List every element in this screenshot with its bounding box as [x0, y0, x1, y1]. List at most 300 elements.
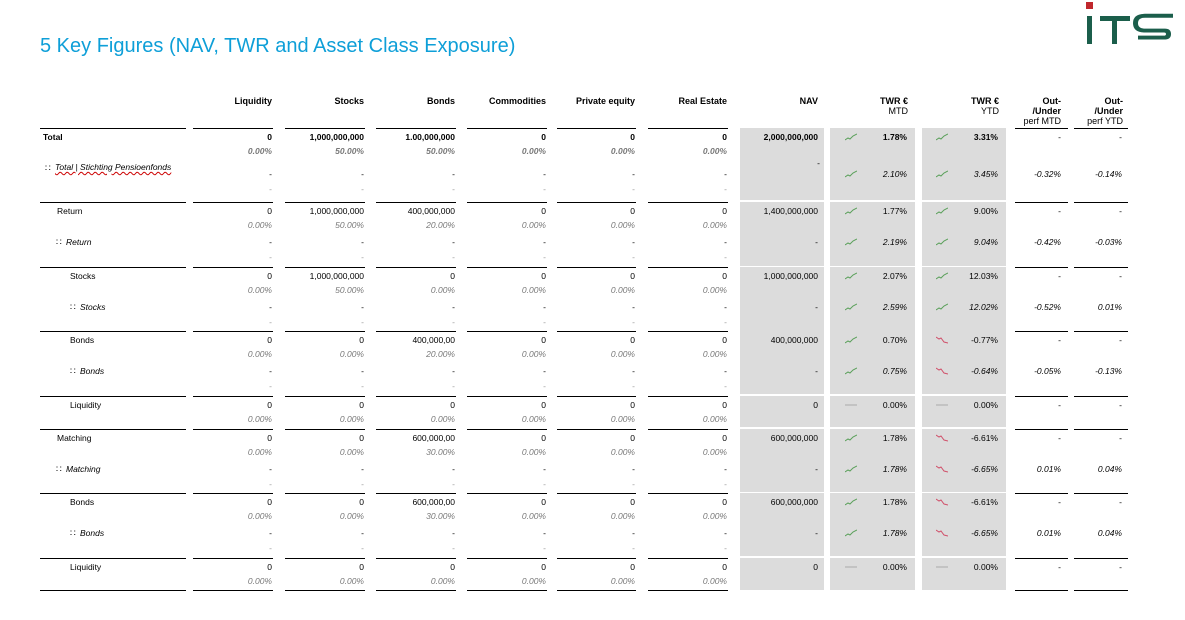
row-divider — [376, 558, 456, 559]
outperf-mtd-cell: - — [1058, 206, 1061, 216]
percentage-cell: - — [543, 184, 546, 194]
percentage-cell: 50.00% — [335, 285, 364, 295]
value-cell: - — [724, 169, 727, 179]
outperf-ytd-cell: - — [1119, 562, 1122, 572]
value-cell: - — [361, 237, 364, 247]
outperf-ytd-cell: - — [1119, 433, 1122, 443]
percentage-cell: 0.00% — [247, 447, 272, 457]
value-cell: 0 — [359, 400, 364, 410]
twr-ytd-cell: 3.45% — [973, 169, 998, 179]
page-title: 5 Key Figures (NAV, TWR and Asset Class Exposure) — [40, 35, 516, 57]
nav-cell: 400,000,000 — [770, 335, 818, 345]
percentage-cell: - — [543, 317, 546, 327]
row-divider — [557, 128, 636, 129]
twr-mtd-cell: 2.07% — [882, 271, 907, 281]
column-header-private-equity: Private equity — [575, 96, 635, 106]
twr-mtd-cell: 1.77% — [882, 206, 907, 216]
row-divider — [467, 396, 547, 397]
sparkline-up-icon — [936, 133, 948, 141]
value-cell: 0 — [267, 497, 272, 507]
expand-handle-icon[interactable]: ∷ — [70, 302, 76, 312]
row-divider — [285, 202, 365, 203]
value-cell: 0 — [722, 132, 727, 142]
row-divider — [557, 331, 636, 332]
percentage-cell: - — [452, 543, 455, 553]
value-cell: - — [543, 302, 546, 312]
row-label: Matching — [57, 433, 92, 443]
value-cell: - — [632, 366, 635, 376]
twr-ytd-cell: 12.03% — [969, 271, 998, 281]
sparkline-up-icon — [936, 238, 948, 246]
value-cell: 0 — [541, 562, 546, 572]
percentage-cell: - — [361, 381, 364, 391]
row-divider — [193, 558, 273, 559]
percentage-cell: 0.00% — [247, 349, 272, 359]
twr-ytd-cell: 3.31% — [973, 132, 998, 142]
percentage-cell: - — [632, 381, 635, 391]
row-divider — [285, 128, 365, 129]
row-divider — [193, 396, 273, 397]
row-divider — [376, 202, 456, 203]
percentage-cell: - — [632, 184, 635, 194]
sparkline-flat-icon — [845, 401, 857, 409]
row-divider — [40, 396, 186, 397]
value-cell: - — [632, 464, 635, 474]
row-divider — [648, 331, 728, 332]
row-divider — [648, 429, 728, 430]
column-header-out-mtd-line3: perf MTD — [1023, 116, 1061, 126]
sparkline-down-icon — [936, 465, 948, 473]
sparkline-up-icon — [845, 434, 857, 442]
value-cell: - — [724, 302, 727, 312]
outperf-mtd-cell: -0.42% — [1034, 237, 1061, 247]
value-cell: 0 — [630, 400, 635, 410]
sparkline-up-icon — [936, 207, 948, 215]
row-divider — [648, 202, 728, 203]
row-divider — [467, 590, 547, 591]
percentage-cell: 0.00% — [339, 349, 364, 359]
percentage-cell: 0.00% — [247, 414, 272, 424]
its-logo — [1083, 1, 1177, 47]
row-divider — [557, 493, 636, 494]
value-cell: - — [361, 169, 364, 179]
percentage-cell: 0.00% — [430, 285, 455, 295]
percentage-cell: - — [361, 479, 364, 489]
sparkline-down-icon — [936, 498, 948, 506]
percentage-cell: 0.00% — [339, 447, 364, 457]
percentage-cell: - — [632, 479, 635, 489]
row-label: Liquidity — [70, 400, 102, 410]
row-divider — [467, 267, 547, 268]
value-cell: - — [452, 528, 455, 538]
value-cell: 0 — [267, 562, 272, 572]
row-divider — [40, 590, 186, 591]
sparkline-down-icon — [936, 336, 948, 344]
value-cell: 0 — [541, 497, 546, 507]
value-cell: - — [632, 169, 635, 179]
value-cell: 400,000,000 — [407, 206, 455, 216]
sparkline-up-icon — [845, 272, 857, 280]
row-divider — [1074, 558, 1128, 559]
expand-handle-icon[interactable]: ∷ — [70, 528, 76, 538]
column-header-bonds: Bonds — [427, 96, 455, 106]
row-divider — [1074, 590, 1128, 591]
outperf-mtd-cell: 0.01% — [1036, 528, 1061, 538]
nav-cell: 1,000,000,000 — [763, 271, 818, 281]
value-cell: 0 — [359, 562, 364, 572]
twr-ytd-cell: 0.00% — [973, 562, 998, 572]
nav-cell: 600,000,000 — [770, 433, 818, 443]
percentage-cell: - — [632, 543, 635, 553]
twr-mtd-cell: 0.00% — [882, 562, 907, 572]
outperf-mtd-cell: - — [1058, 335, 1061, 345]
outperf-ytd-cell: 0.04% — [1097, 528, 1122, 538]
outperf-mtd-cell: - — [1058, 132, 1061, 142]
row-divider — [285, 429, 365, 430]
percentage-cell: 0.00% — [247, 576, 272, 586]
value-cell: 0 — [722, 271, 727, 281]
value-cell: 0 — [630, 206, 635, 216]
column-header-commodities: Commodities — [488, 96, 546, 106]
twr-mtd-cell: 0.70% — [882, 335, 907, 345]
value-cell: - — [269, 237, 272, 247]
row-divider — [40, 267, 186, 268]
percentage-cell: 0.00% — [521, 220, 546, 230]
row-divider — [1015, 396, 1068, 397]
expand-handle-icon[interactable]: ∷ — [70, 366, 76, 376]
row-divider — [376, 331, 456, 332]
row-divider — [285, 267, 365, 268]
value-cell: 0 — [359, 497, 364, 507]
nav-cell: 1,400,000,000 — [763, 206, 818, 216]
percentage-cell: 0.00% — [247, 220, 272, 230]
percentage-cell: - — [632, 252, 635, 262]
percentage-cell: 0.00% — [610, 285, 635, 295]
percentage-cell: 0.00% — [247, 146, 272, 156]
percentage-cell: 20.00% — [426, 220, 455, 230]
percentage-cell: 0.00% — [521, 414, 546, 424]
value-cell: 1,000,000,000 — [309, 132, 364, 142]
percentage-cell: 0.00% — [430, 576, 455, 586]
value-cell: - — [543, 366, 546, 376]
row-divider — [467, 429, 547, 430]
sparkline-down-icon — [936, 367, 948, 375]
value-cell: - — [269, 366, 272, 376]
shaded-column — [740, 396, 824, 427]
outperf-mtd-cell: - — [1058, 271, 1061, 281]
value-cell: - — [724, 366, 727, 376]
outperf-ytd-cell: -0.13% — [1095, 366, 1122, 376]
value-cell: 0 — [630, 335, 635, 345]
percentage-cell: - — [269, 317, 272, 327]
value-cell: - — [269, 464, 272, 474]
twr-ytd-cell: -6.61% — [971, 497, 998, 507]
percentage-cell: 0.00% — [702, 349, 727, 359]
value-cell: 0 — [541, 132, 546, 142]
row-divider — [1074, 267, 1128, 268]
sub-row-label: Bonds — [80, 528, 105, 538]
value-cell: 0 — [267, 400, 272, 410]
percentage-cell: - — [452, 479, 455, 489]
nav-cell: - — [817, 158, 820, 168]
value-cell: - — [632, 302, 635, 312]
row-divider — [193, 202, 273, 203]
nav-cell: 600,000,000 — [770, 497, 818, 507]
percentage-cell: 0.00% — [610, 511, 635, 521]
percentage-cell: 20.00% — [426, 349, 455, 359]
percentage-cell: 0.00% — [702, 146, 727, 156]
column-header-twr-mtd-line1: TWR € — [880, 96, 908, 106]
value-cell: 0 — [450, 271, 455, 281]
value-cell: 0 — [722, 400, 727, 410]
percentage-cell: - — [724, 381, 727, 391]
percentage-cell: 0.00% — [702, 414, 727, 424]
value-cell: 0 — [541, 400, 546, 410]
percentage-cell: - — [543, 543, 546, 553]
value-cell: - — [543, 169, 546, 179]
sub-row-label: Bonds — [80, 366, 105, 376]
percentage-cell: 0.00% — [610, 146, 635, 156]
twr-ytd-cell: -0.77% — [971, 335, 998, 345]
percentage-cell: 0.00% — [610, 576, 635, 586]
outperf-mtd-cell: - — [1058, 433, 1061, 443]
percentage-cell: - — [452, 184, 455, 194]
percentage-cell: - — [543, 479, 546, 489]
sub-row-label: Matching — [66, 464, 101, 474]
outperf-mtd-cell: -0.52% — [1034, 302, 1061, 312]
percentage-cell: - — [543, 252, 546, 262]
row-divider — [376, 429, 456, 430]
sparkline-flat-icon — [936, 563, 948, 571]
value-cell: 0 — [630, 497, 635, 507]
value-cell: - — [361, 366, 364, 376]
row-divider — [1015, 128, 1068, 129]
nav-cell: 0 — [813, 400, 818, 410]
column-header-nav: NAV — [799, 96, 818, 106]
sub-row-label: Return — [66, 237, 92, 247]
twr-ytd-cell: 9.04% — [973, 237, 998, 247]
outperf-ytd-cell: -0.14% — [1095, 169, 1122, 179]
row-divider — [1015, 202, 1068, 203]
percentage-cell: 0.00% — [339, 576, 364, 586]
column-header-out-mtd-line1: Out- — [1042, 96, 1061, 106]
percentage-cell: 0.00% — [702, 220, 727, 230]
expand-handle-icon[interactable]: ∷ — [56, 464, 62, 474]
twr-ytd-cell: 9.00% — [973, 206, 998, 216]
column-header-out-ytd-line3: perf YTD — [1087, 116, 1123, 126]
column-header-out-mtd-line2: /Under — [1032, 106, 1061, 116]
percentage-cell: - — [361, 252, 364, 262]
value-cell: - — [452, 169, 455, 179]
value-cell: - — [724, 237, 727, 247]
row-divider — [557, 267, 636, 268]
outperf-mtd-cell: - — [1058, 400, 1061, 410]
twr-ytd-cell: 0.00% — [973, 400, 998, 410]
row-label: Liquidity — [70, 562, 102, 572]
percentage-cell: 50.00% — [335, 220, 364, 230]
sub-row-label: Total | Stichting Pensioenfonds — [55, 162, 172, 172]
twr-ytd-cell: -6.65% — [971, 464, 998, 474]
row-divider — [1015, 558, 1068, 559]
row-divider — [467, 128, 547, 129]
twr-ytd-cell: -6.61% — [971, 433, 998, 443]
percentage-cell: - — [361, 184, 364, 194]
value-cell: 600,000,00 — [412, 433, 455, 443]
row-label: Bonds — [70, 497, 95, 507]
row-divider — [1015, 493, 1068, 494]
row-divider — [285, 493, 365, 494]
row-divider — [557, 558, 636, 559]
nav-cell: 2,000,000,000 — [763, 132, 818, 142]
sparkline-up-icon — [936, 272, 948, 280]
nav-cell: - — [815, 528, 818, 538]
twr-ytd-cell: 12.02% — [969, 302, 998, 312]
value-cell: - — [269, 528, 272, 538]
expand-handle-icon[interactable]: ∷ — [56, 237, 62, 247]
row-divider — [376, 493, 456, 494]
outperf-ytd-cell: - — [1119, 400, 1122, 410]
row-divider — [1015, 590, 1068, 591]
row-divider — [285, 590, 365, 591]
sparkline-up-icon — [845, 529, 857, 537]
column-header-real-estate: Real Estate — [678, 96, 727, 106]
shaded-column — [740, 558, 824, 590]
value-cell: - — [452, 464, 455, 474]
value-cell: - — [543, 528, 546, 538]
row-divider — [40, 331, 186, 332]
value-cell: 0 — [267, 271, 272, 281]
row-divider — [40, 202, 186, 203]
value-cell: - — [452, 366, 455, 376]
row-label: Stocks — [70, 271, 96, 281]
twr-ytd-cell: -0.64% — [971, 366, 998, 376]
value-cell: 1,000,000,000 — [309, 271, 364, 281]
column-header-twr-ytd-line1: TWR € — [971, 96, 999, 106]
value-cell: - — [452, 302, 455, 312]
value-cell: 0 — [630, 562, 635, 572]
row-divider — [193, 590, 273, 591]
row-divider — [285, 331, 365, 332]
sparkline-up-icon — [936, 170, 948, 178]
outperf-mtd-cell: 0.01% — [1036, 464, 1061, 474]
column-header-stocks: Stocks — [334, 96, 364, 106]
value-cell: 0 — [267, 206, 272, 216]
percentage-cell: 0.00% — [247, 285, 272, 295]
row-divider — [40, 493, 186, 494]
row-divider — [193, 128, 273, 129]
percentage-cell: - — [724, 479, 727, 489]
sparkline-up-icon — [845, 303, 857, 311]
percentage-cell: - — [724, 252, 727, 262]
row-label: Bonds — [70, 335, 95, 345]
row-divider — [1074, 429, 1128, 430]
row-divider — [557, 396, 636, 397]
row-divider — [1074, 493, 1128, 494]
sparkline-up-icon — [845, 238, 857, 246]
percentage-cell: 0.00% — [247, 511, 272, 521]
sparkline-up-icon — [845, 367, 857, 375]
value-cell: 0 — [541, 206, 546, 216]
column-header-out-ytd-line2: /Under — [1094, 106, 1123, 116]
outperf-ytd-cell: - — [1119, 271, 1122, 281]
value-cell: 0 — [541, 433, 546, 443]
outperf-mtd-cell: - — [1058, 562, 1061, 572]
percentage-cell: - — [361, 317, 364, 327]
sparkline-up-icon — [845, 465, 857, 473]
value-cell: 0 — [722, 562, 727, 572]
outperf-ytd-cell: 0.01% — [1097, 302, 1122, 312]
row-divider — [1074, 128, 1128, 129]
outperf-ytd-cell: 0.04% — [1097, 464, 1122, 474]
row-divider — [40, 128, 186, 129]
percentage-cell: 50.00% — [335, 146, 364, 156]
value-cell: 0 — [630, 271, 635, 281]
outperf-ytd-cell: - — [1119, 206, 1122, 216]
row-divider — [1074, 396, 1128, 397]
value-cell: - — [269, 302, 272, 312]
percentage-cell: 0.00% — [430, 414, 455, 424]
percentage-cell: 0.00% — [702, 285, 727, 295]
column-header-twr-mtd-line2: MTD — [888, 106, 908, 116]
row-divider — [40, 558, 186, 559]
value-cell: - — [543, 237, 546, 247]
row-divider — [376, 267, 456, 268]
percentage-cell: - — [724, 543, 727, 553]
twr-ytd-cell: -6.65% — [971, 528, 998, 538]
value-cell: 0 — [722, 497, 727, 507]
percentage-cell: - — [452, 381, 455, 391]
outperf-mtd-cell: -0.05% — [1034, 366, 1061, 376]
value-cell: 0 — [450, 400, 455, 410]
sparkline-flat-icon — [845, 563, 857, 571]
row-divider — [1015, 429, 1068, 430]
value-cell: - — [361, 302, 364, 312]
value-cell: 600,000,00 — [412, 497, 455, 507]
row-divider — [557, 202, 636, 203]
sparkline-up-icon — [845, 170, 857, 178]
percentage-cell: - — [269, 543, 272, 553]
value-cell: 0 — [630, 132, 635, 142]
outperf-mtd-cell: -0.32% — [1034, 169, 1061, 179]
percentage-cell: 0.00% — [610, 349, 635, 359]
expand-handle-icon[interactable]: ∷ — [45, 163, 51, 173]
row-divider — [1074, 202, 1128, 203]
twr-mtd-cell: 1.78% — [882, 497, 907, 507]
value-cell: - — [269, 169, 272, 179]
row-divider — [285, 396, 365, 397]
row-label: Total — [43, 132, 63, 142]
value-cell: 0 — [450, 562, 455, 572]
value-cell: 0 — [541, 335, 546, 345]
value-cell: 0 — [359, 433, 364, 443]
percentage-cell: 0.00% — [702, 576, 727, 586]
value-cell: 0 — [267, 433, 272, 443]
row-divider — [1015, 267, 1068, 268]
row-divider — [648, 558, 728, 559]
percentage-cell: - — [724, 184, 727, 194]
twr-mtd-cell: 0.75% — [882, 366, 907, 376]
row-divider — [467, 202, 547, 203]
row-divider — [285, 558, 365, 559]
percentage-cell: 0.00% — [521, 285, 546, 295]
nav-cell: - — [815, 237, 818, 247]
twr-mtd-cell: 2.10% — [882, 169, 907, 179]
value-cell: - — [632, 237, 635, 247]
value-cell: 1.00,000,000 — [405, 132, 455, 142]
percentage-cell: 0.00% — [339, 414, 364, 424]
twr-mtd-cell: 0.00% — [882, 400, 907, 410]
column-header-twr-ytd-line2: YTD — [981, 106, 999, 116]
